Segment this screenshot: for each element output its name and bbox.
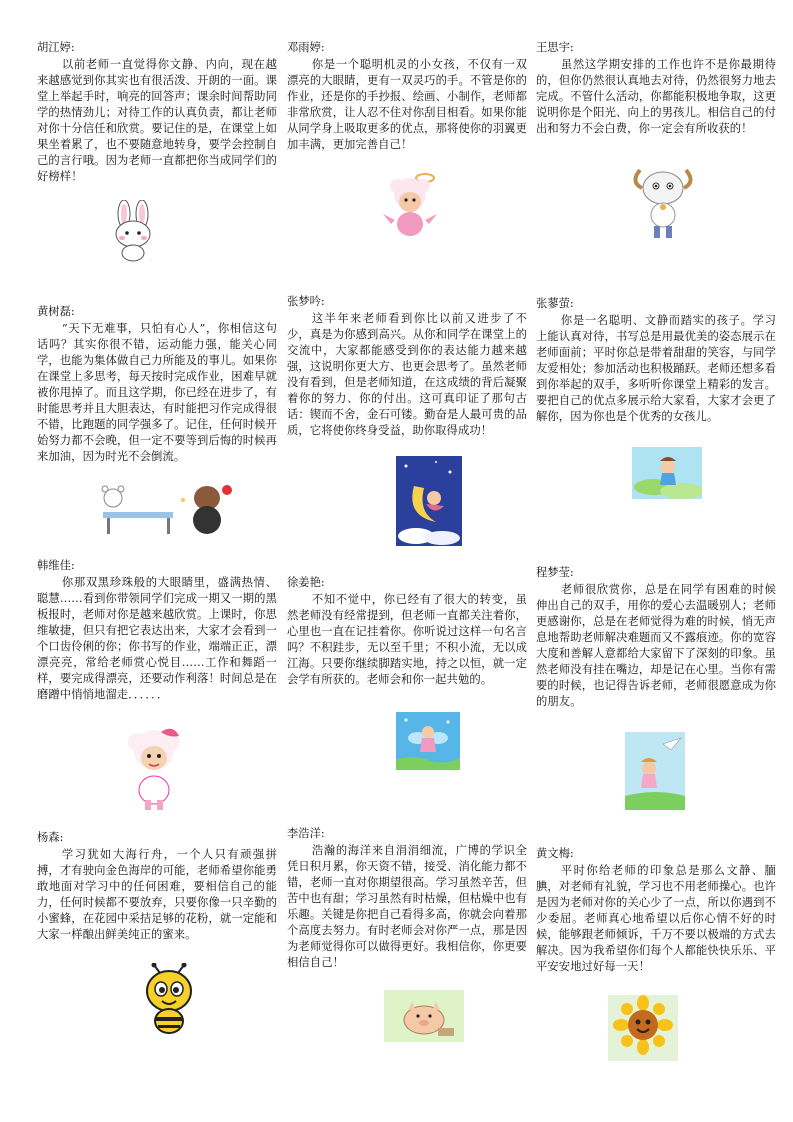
comment-text: 这半年来老师看到你比以前又进步了不少，真是为你感到高兴。从你和同学在课堂上的交流中，大家都能感受到你的表达能力越来越强，这说明你更大方、也更会思考了。虽然老师没有看到，但是老师知道，在这成绩的背后凝聚着你的努力、你的付出。这可真印证了那句古话：锲而不舍，金石可镂。勤奋是人最可贵的品质，它将使你终身受益，助你取得成功！	[287, 312, 527, 437]
pig-icon	[384, 990, 464, 1042]
comment-text: 虽然这学期安排的工作也许不是你最期待的，但你仍然很认真地去对待，仍然很努力地去完成。不管什么活动，你都能积极地争取，这更说明你是个阳光、向上的男孩儿。相信自己的付出和努力不会白费，你一定会有所收获的！	[536, 58, 776, 135]
comment-card	[37, 558, 277, 703]
student-name: 杨森:	[37, 831, 64, 844]
comment-card	[37, 304, 277, 465]
comment-card	[287, 826, 527, 971]
rabbit-icon	[98, 200, 170, 262]
fairy-icon	[396, 712, 460, 770]
comment-text: 你是一名聪明、文静而踏实的孩子。学习上能认真对待，书写总是用最优美的姿态展示在老师面前；平时你总是带着甜甜的笑容，与同学友爱相处；参加活动也积极踊跃。老师还想多看到你举起的双手，多听听你课堂上精彩的发言。要把自己的优点多展示给大家看，大家才会更了解你，因为你也是个优秀的女孩儿。	[536, 314, 776, 423]
goat-icon	[628, 160, 698, 244]
ping-pong-icon	[87, 478, 237, 538]
comment-card	[536, 846, 776, 975]
comment-card	[536, 40, 776, 137]
comment-card	[287, 40, 527, 153]
student-name: 张蓼萤:	[536, 297, 574, 310]
paper-plane-girl-icon	[625, 732, 685, 810]
student-name: 王思宇:	[536, 41, 574, 54]
comment-text: 以前老师一直觉得你文静、内向，现在越来越感觉到你其实也有很活泼、开朗的一面。课堂上举起手时，响亮的回答声；课余时间帮助同学的热情劲儿；对待工作的认真负责，都让老师对你十分信任和欣赏。要记住的是，在课堂上如果坐着累了，也不要随意地转身，要学会控制自己的言行哦。因为老师一直都把你当成同学们的好榜样！	[37, 58, 277, 183]
comment-card	[287, 575, 527, 688]
comment-text: 你那双黑珍珠般的大眼睛里，盛满热情、聪慧……看到你带领同学们完成一期又一期的黑板报时，老师对你是越来越欣赏。上课时，你思维敏捷，但只有把它表达出来，大家才会看到一个口齿伶俐的你；你书写的作业，端端正正，漂漂亮亮，常给老师赏心悦目……工作和舞蹈一样，要完成得漂亮，还要动作利落！时间总是在磨蹭中悄悄地溜走．．．．．．	[37, 576, 277, 701]
cloud-girl-icon	[632, 447, 702, 499]
comment-text: 学习犹如大海行舟，一个人只有顽强拼搏，才有驶向金色海岸的可能，老师希望你能勇敢地面对学习中的任何困难，要相信自己的能力，任何时候都不要放弃，只要你像一只辛勤的小蜜蜂，在花园中采拮足够的花粉，就一定能和大家一样酿出鲜美纯正的蜜来。	[37, 848, 277, 941]
student-name: 黄树磊:	[37, 305, 75, 318]
student-name: 黄文梅:	[536, 847, 574, 860]
bee-icon	[138, 963, 200, 1035]
comment-text: 不知不觉中，你已经有了很大的转变，虽然老师没有经常提到，但老师一直都关注着你，心里也一直在记挂着你。你听说过这样一句名言吗？不积跬步，无以至千里；不积小流，无以成江海。只要你继续脚踏实地，持之以恒，就一定会学有所获的。老师会和你一起共勉的。	[287, 593, 527, 686]
comment-card	[536, 565, 776, 710]
svg-text:·: ·	[150, 257, 152, 262]
student-name: 邓雨婷:	[287, 41, 325, 54]
comment-text: “天下无难事，只怕有心人”，你相信这句话吗？其实你很不错，运动能力强，能关心同学，也能为集体做自己力所能及的事儿。如果你在课堂上多思考，每天按时完成作业，困难早就被你甩掉了。而且这学期，你已经在进步了，有时能思考并且大胆表达，有时能把习作完成得很不错，比跑题的同学强多了。记住，任何时候开始努力都不会晚，但一定不要等到后悔的时候再来加油，因为时光不会倒流。	[37, 322, 277, 463]
pink-sheep-icon	[375, 170, 445, 242]
pink-sheep-2-icon	[117, 724, 191, 812]
comment-card	[287, 294, 527, 439]
comment-card	[37, 40, 277, 185]
student-name: 徐姜艳:	[287, 576, 325, 589]
student-name: 胡江婷:	[37, 41, 75, 54]
student-name: 程梦莹:	[536, 566, 574, 579]
moon-girl-icon	[396, 456, 462, 546]
comment-text: 平时你给老师的印象总是那么文静、腼腆，对老师有礼貌，学习也不用老师操心。也许是因为老师对你的关心少了一点，所以你遇到不少委屈。老师真心地希望以后你心情不好的时候，能够跟老师倾诉，千万不要以极端的方式去解决。因为我希望你们每个人都能快快乐乐、平平安安地过好每一天！	[536, 864, 776, 973]
student-name: 李浩洋:	[287, 827, 325, 840]
student-name: 张梦吟:	[287, 295, 325, 308]
comment-text: 浩瀚的海洋来自涓涓细流，广博的学识全凭日积月累，你天资不错，接受、消化能力都不错，老师一直对你期望很高。学习虽然辛苦，但苦中也有甜；学习虽然有时枯燥，但枯燥中也有乐趣。关键是你把自己看得多高，你就会向着那个高度去努力。有时老师会对你严一点，那是因为老师觉得你可以做得更好。我相信你，你更要相信自己！	[287, 844, 527, 969]
comment-text: 你是一个聪明机灵的小女孩，不仅有一双漂亮的大眼睛，更有一双灵巧的手。不管是你的作业，还是你的手抄报、绘画、小制作，老师都非常欣赏，让人忍不住对你刮目相看。如果你能从同学身上吸取更多的优点，那将使你的羽翼更加丰满，更加完善自己！	[287, 58, 527, 151]
comment-card	[536, 296, 776, 425]
sunflower-icon	[608, 995, 678, 1061]
student-name: 韩维佳:	[37, 559, 75, 572]
comment-card	[37, 830, 277, 943]
comment-text: 老师很欣赏你，总是在同学有困难的时候伸出自己的双手，用你的爱心去温暖别人；老师更感谢你，总是在老师觉得为难的时候，悄无声息地帮助老师解决难题而又不露痕迹。你的宽容大度和善解人意都给大家留下了深刻的印象。虽然老师没有挂在嘴边，却是记在心里。当你有需要的时候，也记得告诉老师，老师很愿意成为你的朋友。	[536, 583, 776, 708]
